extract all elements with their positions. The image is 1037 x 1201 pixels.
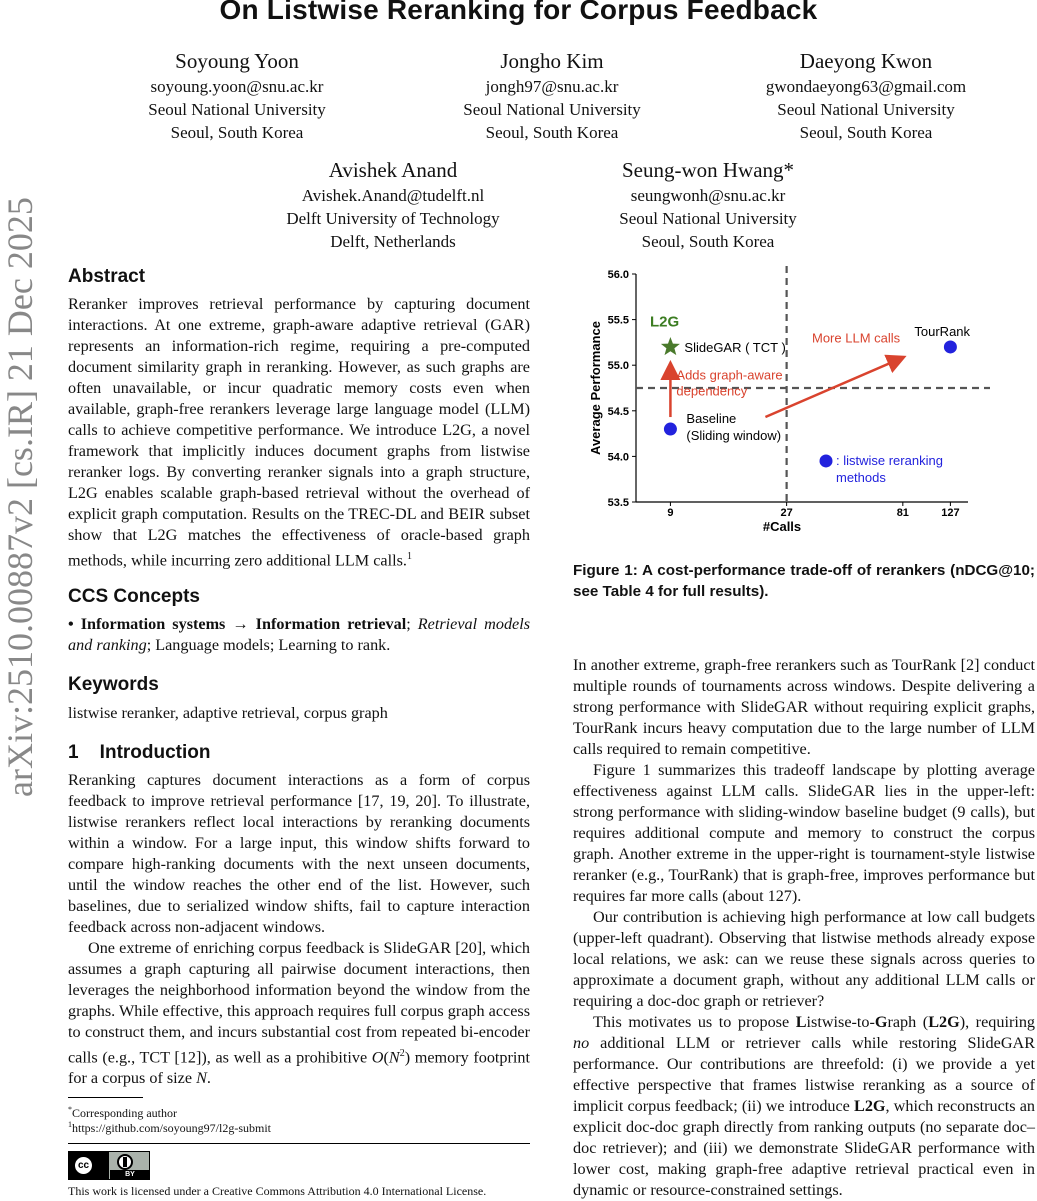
p4-G: G — [874, 1013, 888, 1031]
p4-b: istwise-to- — [806, 1013, 875, 1031]
author-affiliation: Delft University of Technology — [286, 209, 500, 228]
intro-paragraph-2 — [68, 938, 530, 1089]
math-o: O — [371, 1048, 384, 1067]
footnote-star-text: Corresponding author — [72, 1106, 177, 1120]
p4-f: , which reconstructs an explicit doc-doc graph directly from ranking outputs (no separate doc–doc retriever); and (iii) we demonstrate SlideGAR performance with lower cost, making graph-free adaptive retrieval practical even in dynamic or resource-constrained settings. — [573, 1097, 1035, 1199]
math-n: N — [388, 1048, 400, 1067]
p4-L2G: L2G — [928, 1013, 960, 1031]
author-affiliation: Seoul National University — [463, 100, 641, 119]
author-email: Avishek.Anand@tudelft.nl — [301, 186, 485, 205]
p4-d: ), requiring — [959, 1013, 1036, 1031]
adds-graph-label: Adds graph-aware — [676, 367, 783, 383]
x-axis-label: #Calls — [762, 519, 802, 534]
author-location: Seoul, South Korea — [641, 232, 775, 251]
p4-L2G2: L2G — [854, 1097, 886, 1115]
ccs-sep: ; — [406, 615, 418, 633]
author-block — [233, 157, 553, 253]
ccs-bold1: Information systems — [80, 615, 226, 633]
y-tick-label: 55.5 — [607, 314, 629, 327]
legend-marker — [820, 454, 833, 467]
adds-graph-label-2: dependency — [676, 383, 748, 399]
l2g-star-marker — [661, 337, 680, 355]
keywords-heading: Keywords — [68, 674, 159, 695]
p4-c: raph ( — [887, 1013, 929, 1031]
x-tick-label: 9 — [667, 507, 674, 519]
author-name: Seung-won Hwang* — [621, 158, 795, 182]
right-paragraph-2: Figure 1 summarizes this tradeoff landscape by plotting average effectiveness against LLM calls. SlideGAR lies in the upper-left: strong performance with sliding-window baseline budget (9 calls), but requires additional compute and memory to construct the corpus graph. Another extreme in the upper-right is tournament-style listwise reranker (e.g., TourRank) that is graph-free, improves performance but requires far more calls (about 127). — [573, 761, 1035, 905]
keywords-heading-wrap — [68, 674, 159, 696]
author-affiliation: Seoul National University — [777, 100, 955, 119]
l2g-label: L2G — [650, 313, 680, 331]
more-llm-calls-label: More LLM calls — [812, 330, 901, 346]
y-tick-label: 56.0 — [607, 269, 629, 281]
right-paragraph-4 — [573, 1012, 1035, 1201]
ccs-rest: ; Language models; Learning to rank. — [146, 636, 391, 654]
arxiv-identifier: arXiv:2510.00887v2 [cs.IR] 21 Dec 2025 — [0, 197, 40, 797]
abstract-text-span: Reranker improves retrieval performance by capturing document interactions. At one extreme, graph-aware adaptive retrieval (GAR) represents an information-rich regime, requiring a pre-computed document similarity graph in reranking. However, as such graphs are often unavailable, or incur quadratic memory costs even when available, graph-free rerankers leverage large language model (LLM) calls to achieve competitive performance. We introduce L2G, a novel framework that implicitly induces document graphs from listwise reranker logs. By converting reranker signals into a graph structure, L2G enables scalable graph-based retrieval without the overhead of explicit graph computation. Results on the TREC-DL and BEIR subset show that L2G matches the effectiveness of oracle-based graph methods, while incurring zero additional LLM calls. — [68, 295, 530, 570]
author-email: gwondaeyong63@gmail.com — [765, 77, 967, 96]
p4-no: no — [573, 1034, 590, 1052]
y-tick-label: 55.0 — [607, 360, 629, 373]
intro-heading-wrap — [68, 742, 211, 764]
legend-label: : listwise reranking — [836, 452, 943, 468]
intro-p2-b: memory footprint for a corpus of size — [68, 1048, 530, 1088]
slidegar-label: SlideGAR ( TCT ) — [684, 339, 786, 355]
author-email: jongh97@snu.ac.kr — [485, 77, 619, 96]
cc-by-badge[interactable] — [68, 1151, 150, 1180]
chart-layer — [588, 266, 990, 534]
math-exp: 2 — [399, 1048, 405, 1059]
y-tick-label: 54.5 — [607, 405, 629, 418]
footnote-mark: 1 — [406, 551, 412, 562]
ccs-text — [68, 614, 530, 656]
x-tick-label: 127 — [941, 507, 960, 519]
ccs-bold2: Information retrieval — [255, 615, 407, 633]
footnote-one — [68, 1117, 271, 1136]
author-email: seungwonh@snu.ac.kr — [630, 186, 786, 205]
ccs-italic: Retrieval models and ranking — [68, 615, 531, 654]
author-name: Soyoung Yoon — [175, 49, 299, 73]
license-rule — [68, 1143, 530, 1144]
intro-p2-a: One extreme of enriching corpus feedback is SlideGAR [20], which assumes a graph capturing all pairwise document interactions, then leverages the neighborhood information beyond the window from the graphs. While effective, this approach requires full corpus graph access to construct them, and incurs substantial cost from repeated bi-encoder calls (e.g., TCT [12]), as well as a prohibitive — [68, 939, 530, 1067]
by-label: BY — [110, 1170, 150, 1179]
p4-e: additional LLM or retriever calls while restoring SlideGAR performance. Our contributions are threefold: (i) we provide a yet effective perspective that frames listwise reranking as a source of implicit corpus feedback; (ii) we introduce — [573, 1034, 1035, 1115]
baseline-point — [664, 423, 677, 436]
author-location: Seoul, South Korea — [799, 123, 933, 142]
abstract-heading-wrap — [68, 266, 145, 288]
x-tick-label: 27 — [780, 507, 793, 519]
intro-p2-end: . — [206, 1069, 211, 1088]
intro-paragraph-1: Reranking captures document interactions as a form of corpus feedback to improve retrieval performance [17, 19, 20]. To illustrate, listwise rerankers reflect local interactions by reranking documents within a window. For a large input, this window shifts forward to compare high-ranking documents with the next unseen documents, until the window reaches the other end of the list. However, such baselines, due to serialized window shifts, fail to capture interaction feedback across non-adjacent windows. — [68, 771, 530, 936]
author-affiliation: Seoul National University — [148, 100, 326, 119]
right-column-body — [573, 655, 1035, 1201]
ccs-arrow: → — [225, 615, 256, 633]
p4-a: This motivates us to propose — [593, 1013, 796, 1031]
keywords-body — [68, 703, 530, 724]
right-paragraph-3: Our contribution is achieving high performance at low call budgets (upper-left quadrant). Observing that listwise methods already expose local relations, we ask: can we reuse these signals across queries to approximate a document graph, without any additional LLM calls or requiring a doc-doc graph or retriever? — [573, 908, 1035, 1010]
y-tick-label: 53.5 — [607, 497, 629, 509]
footnote-star-mark: * — [68, 1105, 72, 1114]
footnote-one-mark: 1 — [68, 1120, 72, 1129]
author-location: Delft, Netherlands — [330, 232, 456, 251]
baseline-label-2: (Sliding window) — [686, 428, 782, 444]
p4-L: L — [795, 1013, 807, 1031]
author-affiliation: Seoul National University — [619, 209, 797, 228]
abstract-heading: Abstract — [68, 266, 146, 287]
math-open: ( — [383, 1048, 389, 1067]
math-n2: N — [196, 1069, 207, 1088]
author-name: Avishek Anand — [328, 158, 458, 182]
baseline-label: Baseline — [686, 411, 737, 427]
abstract-text — [68, 294, 530, 571]
y-axis-label: Average Performance — [588, 321, 603, 455]
author-name: Jongho Kim — [500, 49, 604, 73]
author-block — [548, 157, 868, 253]
author-email: soyoung.yoon@snu.ac.kr — [150, 77, 324, 96]
figure-caption: Figure 1: A cost-performance trade-off of rerankers (nDCG@10; see Table 4 for full results). — [573, 562, 1035, 600]
author-location: Seoul, South Korea — [170, 123, 304, 142]
intro-body — [68, 770, 530, 1089]
ccs-body — [68, 614, 530, 656]
tourrank-point — [944, 340, 957, 353]
math-close: ) — [404, 1048, 411, 1067]
person-icon — [117, 1154, 133, 1170]
keywords-text: listwise reranker, adaptive retrieval, corpus graph — [68, 704, 388, 722]
author-name: Daeyong Kwon — [799, 49, 933, 73]
ccs-bullet: • — [68, 615, 74, 633]
y-tick-label: 54.0 — [607, 451, 629, 464]
legend-label-2: methods — [836, 469, 886, 485]
paper-title: On Listwise Reranking for Corpus Feedback — [219, 0, 818, 25]
author-block — [706, 48, 1026, 144]
footnote-rule — [68, 1097, 143, 1098]
author-block — [77, 48, 397, 144]
license-text: This work is licensed under a Creative Commons Attribution 4.0 International License. — [68, 1184, 487, 1198]
intro-heading: 1 Introduction — [68, 742, 211, 763]
abstract-body — [68, 294, 530, 571]
right-paragraph-1: In another extreme, graph-free rerankers such as TourRank [2] conduct multiple rounds of tournaments across windows. Despite delivering a strong performance with SlideGAR without requiring explicit graphs, TourRank incurs heavy computation due to the large number of LLM calls required to remain competitive. — [573, 656, 1035, 758]
ccs-heading: CCS Concepts — [68, 586, 200, 607]
author-block — [392, 48, 712, 144]
ccs-heading-wrap — [68, 586, 200, 608]
x-tick-label: 81 — [896, 507, 909, 519]
cc-logo-icon: cc — [73, 1155, 94, 1176]
figure-1-chart — [580, 262, 1000, 542]
footnote-one-text: https://github.com/soyoung97/l2g-submit — [72, 1121, 272, 1135]
author-location: Seoul, South Korea — [485, 123, 619, 142]
tourrank-label: TourRank — [914, 323, 971, 339]
